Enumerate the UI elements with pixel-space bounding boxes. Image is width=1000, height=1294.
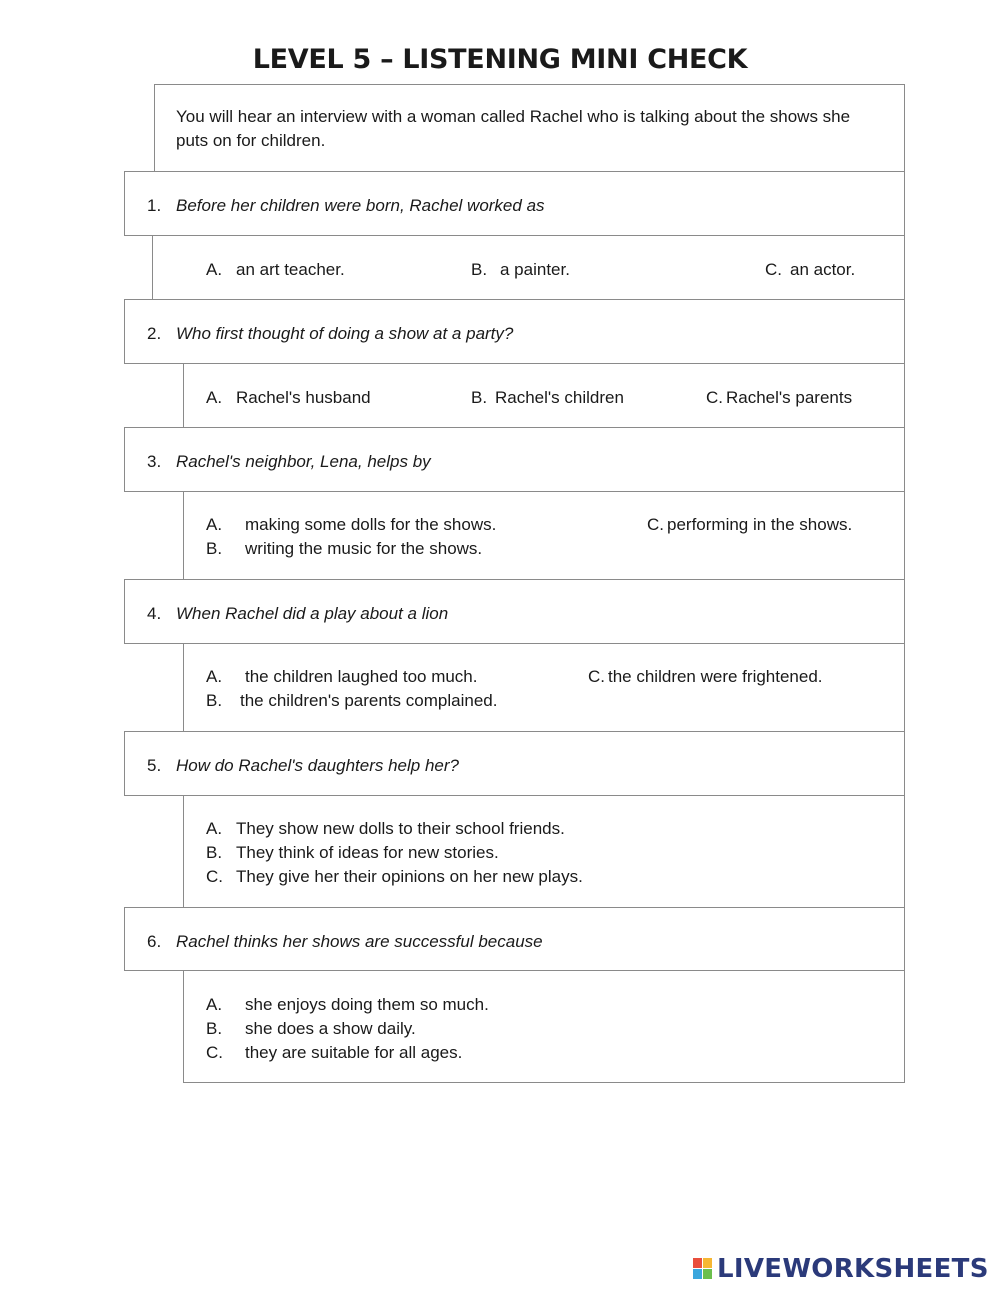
option-letter: C. <box>206 867 223 886</box>
option-letter: B. <box>206 691 223 710</box>
option-letter: B. <box>471 260 488 279</box>
answers-5 <box>183 795 905 908</box>
option-letter: A. <box>206 667 223 686</box>
answers-3 <box>183 491 905 580</box>
option-letter: A. <box>206 995 223 1014</box>
option-b[interactable]: the children's parents complained. <box>240 691 498 710</box>
option-b[interactable]: They think of ideas for new stories. <box>236 843 499 862</box>
option-c[interactable]: an actor. <box>790 260 856 279</box>
option-c[interactable]: They give her their opinions on her new plays. <box>236 867 583 886</box>
question-6 <box>124 907 905 971</box>
option-c[interactable]: they are suitable for all ages. <box>245 1043 463 1062</box>
option-letter: A. <box>206 260 223 279</box>
option-letter: C. <box>206 1043 223 1062</box>
option-letter: A. <box>206 388 223 407</box>
answers-6 <box>183 970 905 1083</box>
intro-text: You will hear an interview with a woman called Rachel who is talking about the shows she puts on for children. <box>176 107 851 150</box>
question-number: 3. <box>147 452 162 471</box>
option-c[interactable]: performing in the shows. <box>667 515 853 534</box>
question-number: 1. <box>147 196 162 215</box>
answers-4 <box>183 643 905 732</box>
question-number: 4. <box>147 604 162 623</box>
answers-2 <box>183 363 905 428</box>
option-letter: A. <box>206 819 223 838</box>
option-b[interactable]: Rachel's children <box>495 388 624 407</box>
answers-1 <box>152 235 905 300</box>
option-letter: B. <box>471 388 488 407</box>
question-text: When Rachel did a play about a lion <box>176 604 449 623</box>
question-number: 6. <box>147 932 162 951</box>
option-letter: C. <box>706 388 723 407</box>
intro-box <box>154 84 905 172</box>
option-a[interactable]: the children laughed too much. <box>245 667 478 686</box>
question-text: Who first thought of doing a show at a party? <box>176 324 514 343</box>
option-a[interactable]: Rachel's husband <box>236 388 371 407</box>
option-a[interactable]: making some dolls for the shows. <box>245 515 497 534</box>
question-1 <box>124 171 905 236</box>
question-number: 5. <box>147 756 162 775</box>
question-3 <box>124 427 905 492</box>
option-letter: B. <box>206 1019 223 1038</box>
logo-blocks-icon <box>693 1258 713 1280</box>
question-text: Rachel's neighbor, Lena, helps by <box>176 452 431 471</box>
option-a[interactable]: They show new dolls to their school friends. <box>236 819 565 838</box>
option-letter: A. <box>206 515 223 534</box>
logo-text: LIVEWORKSHEETS <box>717 1254 989 1284</box>
option-a[interactable]: she enjoys doing them so much. <box>245 995 489 1014</box>
option-b[interactable]: she does a show daily. <box>245 1019 416 1038</box>
option-letter: B. <box>206 539 223 558</box>
option-b[interactable]: a painter. <box>500 260 570 279</box>
option-letter: C. <box>588 667 605 686</box>
question-text: Rachel thinks her shows are successful because <box>176 932 543 951</box>
page-title: LEVEL 5 – LISTENING MINI CHECK <box>252 44 748 75</box>
question-number: 2. <box>147 324 162 343</box>
option-letter: B. <box>206 843 223 862</box>
question-text: Before her children were born, Rachel worked as <box>176 196 545 215</box>
question-5 <box>124 731 905 796</box>
option-a[interactable]: an art teacher. <box>236 260 345 279</box>
option-c[interactable]: the children were frightened. <box>608 667 823 686</box>
option-letter: C. <box>765 260 782 279</box>
question-4 <box>124 579 905 644</box>
question-text: How do Rachel's daughters help her? <box>176 756 459 775</box>
option-letter: C. <box>647 515 664 534</box>
question-2 <box>124 299 905 364</box>
option-b[interactable]: writing the music for the shows. <box>245 539 483 558</box>
option-c[interactable]: Rachel's parents <box>726 388 853 407</box>
